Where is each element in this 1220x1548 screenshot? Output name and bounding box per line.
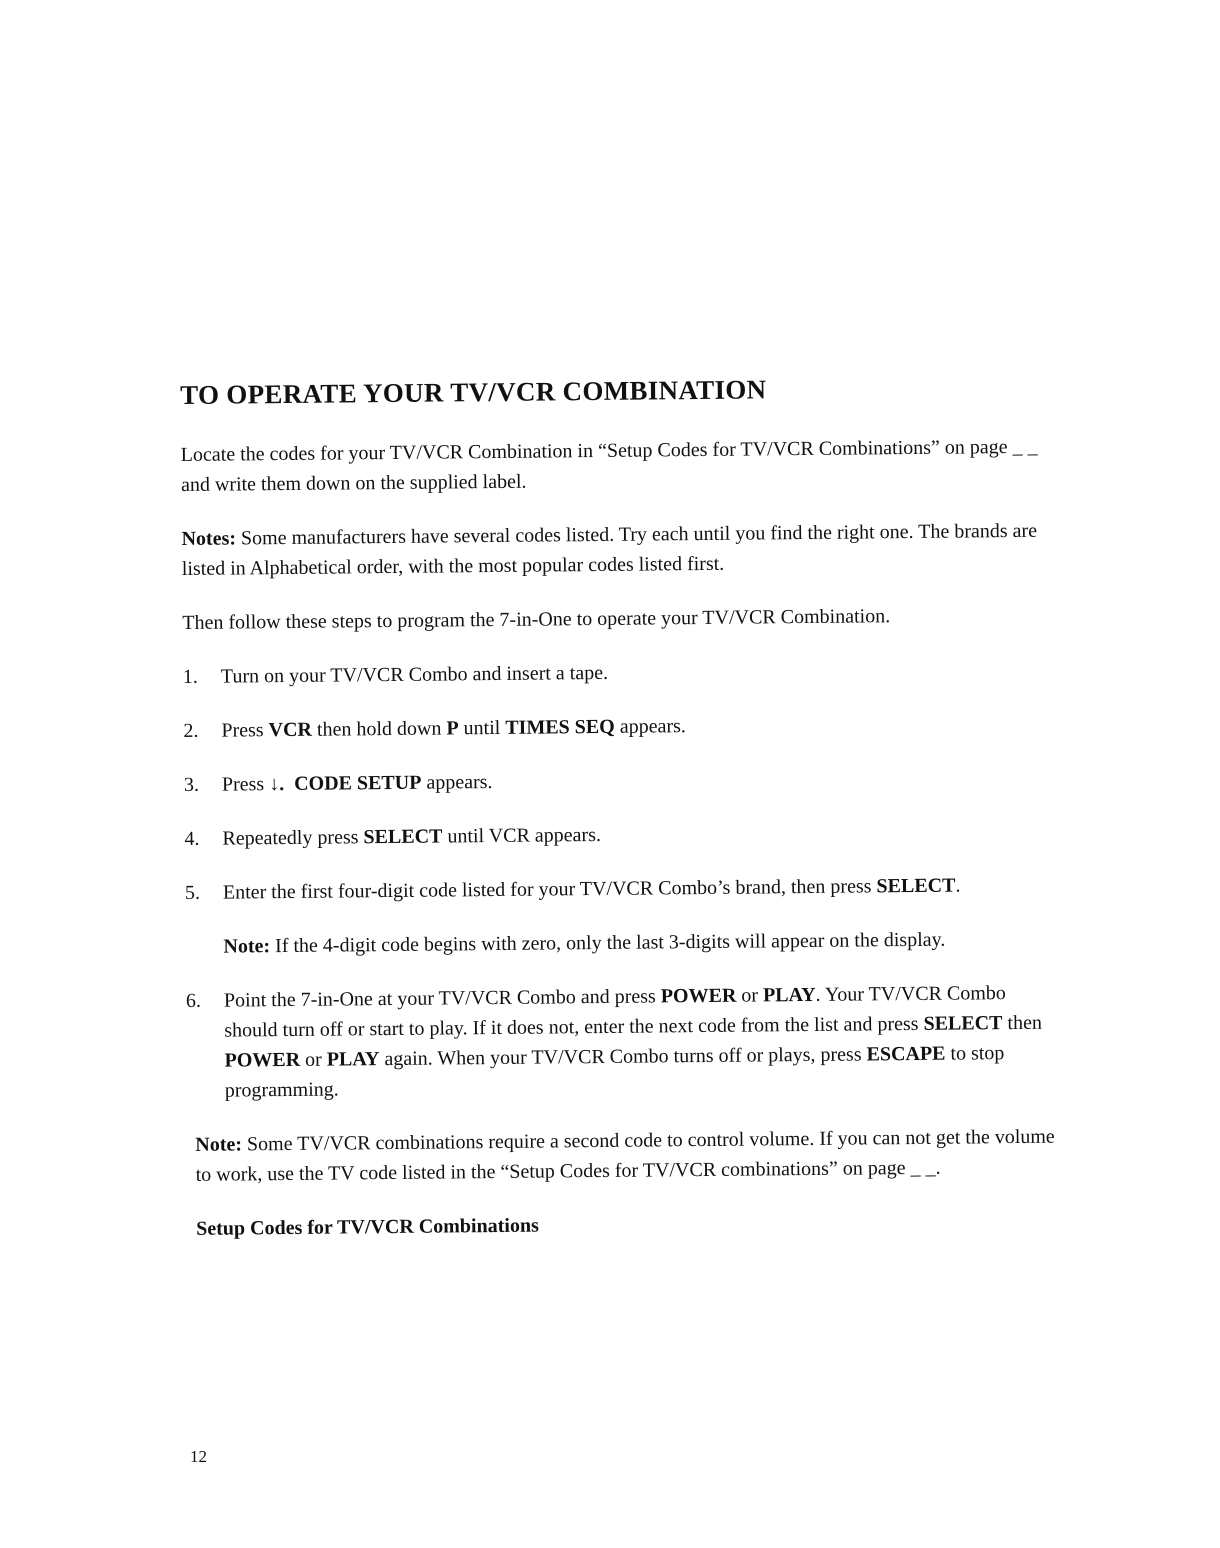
step-text-part: Point the 7-in-One at your TV/VCR Combo and press [223,985,661,1012]
step-text [223,870,1055,908]
key-play: PLAY [762,983,816,1007]
page-content [180,370,1058,1244]
key-select: SELECT [363,825,443,849]
note-label: Note: [195,1133,243,1156]
down-arrow-icon: ↓. [269,773,285,796]
final-note [195,1122,1058,1190]
key-select: SELECT [876,874,956,898]
step-text [221,708,1053,746]
page-number: 12 [190,1447,207,1466]
step-number: 6. [185,989,202,1012]
key-escape: ESCAPE [866,1042,946,1066]
note-text: Some TV/VCR combinations require a second code to control volume. If you can not get the volume to work, use the TV code listed in the “Setup Codes for TV/VCR combinations” on page _ _. [195,1125,1055,1186]
key-power: POWER [224,1048,301,1072]
step-number: 5. [184,881,201,904]
key-play: PLAY [326,1048,380,1071]
notes-paragraph [181,516,1052,584]
step-text-part: until [458,716,506,740]
step-text-part: or [300,1048,327,1071]
step-number: 4. [184,827,200,850]
display-code-setup: CODE SETUP [294,771,422,795]
step-text-part: then [1002,1011,1043,1035]
step-number: 2. [183,719,199,742]
page-title: TO OPERATE YOUR TV/VCR COMBINATION [180,374,767,410]
step-text [222,816,1054,854]
intro-text: Locate the codes for your TV/VCR Combination in “Setup Codes for TV/VCR Combinations” on page _ _ and write them down on the supplied label. [180,435,1038,496]
step-3 [184,762,1054,800]
notes-label: Notes: [181,527,237,550]
display-times-seq: TIMES SEQ [505,715,615,739]
intro-paragraph [181,432,1052,500]
note-text: If the 4-digit code begins with zero, only the last 3-digits will appear on the display. [269,928,946,958]
step-5-note [223,924,1055,962]
step-text-part: then hold down [311,717,447,741]
section-subheading: Setup Codes for TV/VCR Combinations [196,1214,539,1240]
step-text-part: . [955,874,961,897]
step-text-part: again. When your TV/VCR Combo turns off or plays, press [379,1043,867,1071]
step-text-part: Press [221,773,270,796]
notes-text: Some manufacturers have several codes listed. Try each until you find the right one. The brands are listed in Alphabetical order, with the most popular codes listed first. [181,519,1038,580]
step-5 [185,870,1055,908]
note-label: Note: [223,935,271,958]
follow-paragraph: Then follow these steps to program the 7-in-One to operate your TV/VCR Combination. [182,605,891,634]
steps-list [183,654,1057,1106]
step-text [224,978,1057,1106]
step-text-part [284,773,294,795]
step-text [222,762,1054,800]
step-text-part: appears. [421,771,493,794]
step-text-part: Press [221,719,269,742]
key-vcr: VCR [268,718,313,742]
step-text: Turn on your TV/VCR Combo and insert a tape. [220,661,609,688]
key-power: POWER [660,984,737,1008]
step-4 [184,816,1054,854]
step-2 [183,708,1053,746]
step-number: 3. [183,773,200,796]
step-1 [183,654,1053,692]
step-text-part: or [736,984,764,1007]
step-text-part: until VCR appears. [442,823,602,848]
step-text-part: appears. [614,715,686,738]
step-text-part: Enter the first four-digit code listed for your TV/VCR Combo’s brand, then press [222,875,877,904]
key-p: P [446,717,459,740]
key-select: SELECT [923,1012,1003,1035]
step-text-part: . Your TV/VCR Combo should turn off or start to play. If it does not, enter the next code from the list and press [224,982,1006,1042]
step-text-part: to stop programming. [224,1042,1005,1102]
step-text-part: Repeatedly press [222,826,364,850]
step-number: 1. [182,665,198,688]
step-6 [186,978,1057,1106]
